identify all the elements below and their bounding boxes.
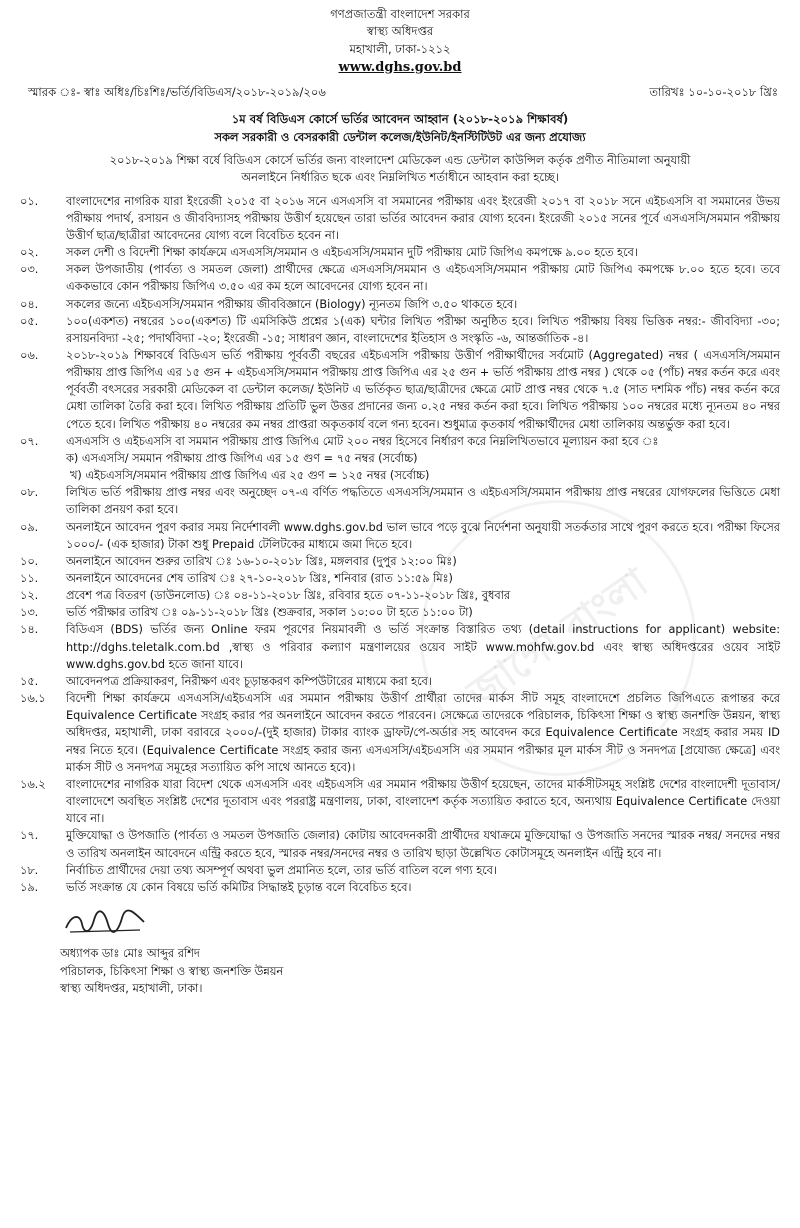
condition-item [20,193,780,244]
notice-subtitle: সকল সরকারী ও বেসরকারী ডেন্টাল কলেজ/ইউনিট/ইনস্টিটিউট এর জন্য প্রযোজ্য [214,129,586,144]
notice-intro [20,152,780,187]
condition-item [20,862,780,879]
condition-item [20,433,780,450]
condition-item [20,244,780,261]
header-government: গণপ্রজাতন্ত্রী বাংলাদেশ সরকার [330,7,470,21]
signatory-designation: পরিচালক, চিকিৎসা শিক্ষা ও স্বাস্থ্য জনশক্তি উন্নয়ন [60,964,284,978]
condition-text: অনলাইনে আবেদনের শেষ তারিখ ঃ ২৭-১০-২০১৮ খ্রিঃ, শনিবার (রাত ১১:৫৯ মিঃ) [66,572,453,585]
condition-text: ২০১৮-২০১৯ শিক্ষাবর্ষে বিডিএস ভর্তি পরীক্ষায় পূর্ববর্তী বছরের এইচএসসি পরীক্ষায় উত্তীর্ণ পরীক্ষার্থীদের সর্বমোট (Aggregated) নম্বর ( এসএসসি/সমমান পরীক্ষায় প্রাপ্ত জিপিএ এর ১৫ গুন + এইচএসসি/সমমান পরীক্ষায় প্রাপ্ত জিপিএ এর ২৫ গুন + ভর্তি পরীক্ষায় প্রাপ্ত নম্বর ) থেকে ০৫ (পাঁচ) নম্বর কর্তন করে এবং পূর্ববর্তী বৎসরের সরকারী মেডিকেল বা ডেন্টাল কলেজ/ ইউনিট এ ভর্তিকৃত ছাত্র/ছাত্রীদের ক্ষেত্রে মোট প্রাপ্ত নম্বর থেকে ৭.৫ (সাত দশমিক পাঁচ) নম্বর কর্তন করে মেধা তালিকা তৈরি করা হবে। লিখিত পরীক্ষায় প্রতিটি ভুল উত্তর প্রদানের জন্য ০.২৫ নম্বর কর্তন করা হবে। লিখিত পরীক্ষায় ১০০ নম্বরের মধ্যে ন্যূনতম ৪০ নম্বর পেতে হবে। লিখিত পরীক্ষায় ৪০ নম্বরের কম নম্বর প্রাপ্তরা অকৃতকার্য বলে গন্য হবেন। শুধুমাত্র কৃতকার্য পরীক্ষার্থীদের মেধা তালিকায় অন্তর্ভুক্ত করা হবে। [66,348,780,431]
memo-number: স্মারক ঃ- স্বাঃ অধিঃ/চিঃশিঃ/ভর্তি/বিডিএস/২০১৮-২০১৯/২০৬ [28,84,326,99]
condition-text: প্রবেশ পত্র বিতরণ (ডাউনলোড) ঃ ০৪-১১-২০১৮ খ্রিঃ, রবিবার হতে ০৭-১১-২০১৮ খ্রিঃ, বুধবার [66,589,511,603]
condition-text: বাংলাদেশের নাগরিক যারা ইংরেজী ২০১৫ বা ২০১৬ সনে এসএসসি বা সমমানের পরীক্ষায় এবং ইংরেজী ২০১৭ বা ২০১৮ সনে এইচএসসি বা সমমানের উভয় পরীক্ষায় পদার্থ, রসায়ন ও জীববিদ্যাসহ পরীক্ষায় উত্তীর্ণ হয়েছেন তারা ভর্তির আবেদন করার যোগ্য হবেন। ইংরেজী ২০১৫ সনের পূর্বে এসএসসি/সমমান পরীক্ষায় উত্তীর্ণ ছাত্র/ছাত্রীরা আবেদনের যোগ্য বলে বিবেচিত হবেন না। [66,194,780,242]
condition-text: আবেদনপত্র প্রক্রিয়াকরণ, নিরীক্ষণ এবং চূড়ান্তকরণ কম্পিউটারের মাধ্যমে করা হবে। [66,674,432,688]
condition-number: ১২. [20,589,39,603]
condition-item [20,519,780,553]
condition-text: অনলাইনে আবেদন পুরণ করার সময় নির্দেশাবলী www.dghs.gov.bd ভাল ভাবে পড়ে বুঝে নির্দেশনা অনুযায়ী সতর্কতার সাথে পুরণ করতে হবে। পরীক্ষা ফিসের ১০০০/- (এক হাজার) টাকা শুধু Prepaid টেলিটকের মাধ্যমে জমা দিতে হবে। [66,520,780,551]
condition-number: ০৭. [20,434,39,448]
condition-number: ১১. [20,572,39,585]
condition-number: ১৩. [20,606,39,620]
intro-line-2: অনলাইনে নির্ধারিত ছকে এবং নিম্নলিখিত শর্তাধীনে আহবান করা হচ্ছে। [241,170,559,185]
condition-number: ১৬.২ [20,777,46,791]
condition-number: ০৪. [20,297,39,311]
condition-number: ০৯. [20,520,39,534]
condition-item [20,879,780,896]
reference-row [20,84,780,101]
condition-number: ১৫. [20,674,39,688]
condition-text: লিখিত ভর্তি পরীক্ষায় প্রাপ্ত নম্বর এবং অনুচ্ছেদ ০৭-এ বর্ণিত পদ্ধতিতে এসএসসি/সমমান ও এইচএসসি/সমমান পরীক্ষায় প্রাপ্ত নম্বরের যোগফলের ভিত্তিতে মেধা তালিকা প্রনয়ণ করা হবে। [66,486,780,517]
condition-number: ১৯. [20,880,39,894]
condition-subitem [20,450,780,467]
condition-number: ১০. [20,554,39,568]
condition-item [20,776,780,827]
condition-item [20,313,780,347]
notice-title: ১ম বর্ষ বিডিএস কোর্সে ভর্তির আবেদন আহ্বান (২০১৮-২০১৯ শিক্ষাবর্ষ) [231,111,569,126]
condition-text: সকল দেশী ও বিদেশী শিক্ষা কার্যক্রমে এসএসসি/সমমান ও এইচএসসি/সমমান দুটি পরীক্ষায় মোট জিপিএ কমপক্ষে ৯.০০ হতে হবে। [66,246,638,260]
condition-text: সকলের জন্যে এইচএসসি/সমমান পরীক্ষায় জীববিজ্ঞানে (Biology) ন্যূনতম জিপি ৩.৫০ থাকতে হবে। [66,297,518,311]
condition-number: ০৩. [20,263,39,277]
condition-subitem [20,467,780,484]
condition-text: বাংলাদেশের নাগরিক যারা বিদেশ থেকে এসএসসি এবং এইচএসসি এর সমমান পরীক্ষায় উত্তীর্ণ হয়েছেন, তাদের মার্কসীটসমূহ সংশ্লিষ্ট দেশের বাংলাদেশী দূতাবাস/ বাংলাদেশে অবস্থিত সংশ্লিষ্ট দেশের দূতাবাস এবং পররাষ্ট্র মন্ত্রণালয়, ঢাকা, বাংলাদেশ কর্তৃক সত্যায়িত করাতে হবে, অন্যথায় Equivalence Certificate দেওয়া যাবে না। [66,777,780,826]
condition-text: নির্বাচিত প্রার্থীদের দেয়া তথ্য অসম্পূর্ণ অথবা ভুল প্রমানিত হলে, তার ভর্তি বাতিল বলে গণ্য হবে। [66,863,497,877]
conditions-list [20,193,780,896]
condition-item [20,827,780,861]
condition-item [20,347,780,433]
condition-number: ১৪. [20,623,39,637]
condition-item [20,261,780,295]
condition-text: মুক্তিযোদ্ধা ও উপজাতি (পার্বত্য ও সমতল উপজাতি জেলার) কোটায় আবেদনকারী প্রার্থীদের যথাক্রমে মুক্তিযোদ্ধা ও উপজাতি সনদের স্মারক নম্বর/ সনদের নম্বর ও তারিখ অনলাইন আবেদনে এন্ট্রি করতে হবে, স্মারক নম্বর/সনদের নম্বর ও তারিখ ছাড়া উল্লেখিত কোটাসমূহে অনলাইন এন্ট্রি হবে না। [66,829,780,860]
condition-number: ০৬. [20,348,39,362]
memo-date: তারিখঃ ১০-১০-২০১৮ খ্রিঃ [649,84,778,99]
condition-text: বিদেশী শিক্ষা কার্যক্রমে এসএসসি/এইচএসসি এর সমমান পরীক্ষায় উত্তীর্ণ প্রার্থীরা তাদের মার্কস সীট সমূহ বাংলাদেশে প্রচলিত জিপিএতে রূপান্তর করে Equivalence Certificate সংগ্রহ করার পর অনলাইনে আবেদন করতে পারবেন। সেক্ষেত্রে তাদেরকে পরিচালক, চিকিৎসা শিক্ষা ও স্বাস্থ্য জনশক্তি উন্নয়ন, স্বাস্থ্য অধিদপ্তর, মহাখালী, ঢাকা বরাবরে ২০০০/-(দুই হাজার) টাকার ব্যাংক ড্রাফট/পে-অর্ডার সহ আবেদন করে Equivalence Certificate সংগ্রহ করার সময় ID নম্বর নিতে হবে। (Equivalence Certificate সংগ্রহ করার জন্য এসএসসি/এইচএসসি এর সমমান পরীক্ষার মূল মার্কস সীট ও সনদপত্র [প্রযোজ্য ক্ষেত্রে] এবং মার্কস সীট ও সনদপত্র সমূহের সত্যায়িত কপি সাথে আনতে হবে)। [66,692,780,774]
condition-text: খ) এইচএসসি/সমমান পরীক্ষায় প্রাপ্ত জিপিএ এর ২৫ গুণ = ১২৫ নম্বর (সর্বোচ্চ) [70,469,430,483]
condition-number: ০৫. [20,314,39,328]
condition-text: ভর্তি পরীক্ষার তারিখ ঃ ০৯-১১-২০১৮ খ্রিঃ (শুক্রবার, সকাল ১০:০০ টা হতে ১১:০০ টা) [66,606,473,620]
condition-item [20,484,780,518]
condition-number: ০১. [20,194,39,208]
header-address: মহাখালী, ঢাকা-১২১২ [349,41,451,56]
watermark-text: জাগো বাংলা [459,559,657,717]
intro-line-1: ২০১৮-২০১৯ শিক্ষা বর্ষে বিডিএস কোর্সে ভর্তির জন্য বাংলাদেশ মেডিকেল এন্ড ডেন্টাল কাউন্সিল কর্তৃক প্রণীত নীতিমালা অনুযায়ী [109,152,691,167]
condition-number: ১৭. [20,829,39,843]
condition-text: ক) এসএসসি/ সমমান পরীক্ষায় প্রাপ্ত জিপিএ এর ১৫ গুণ = ৭৫ নম্বর (সর্বোচ্চ) [66,451,418,465]
condition-text: অনলাইনে আবেদন শুরুর তারিখ ঃ ১৬-১০-২০১৮ খ্রিঃ, মঙ্গলবার (দুপুর ১২:০০ মিঃ) [66,554,457,568]
signature-block [20,906,780,998]
condition-text: সকল উপজাতীয় (পার্বত্য ও সমতল জেলা) প্রার্থীদের ক্ষেত্রে এসএসসি/সমমান ও এইচএসসি/সমমান পরীক্ষায় মোট জিপিএ কমপক্ষে ৮.০০ হতে হবে। তবে এককভাবে কোন পরীক্ষায় জিপিএ ৩.৫০ এর কম হলে আবেদনের যোগ্য হবেন না। [66,263,780,294]
header-website-link[interactable]: www.dghs.gov.bd [338,59,462,75]
condition-text: বিডিএস (BDS) ভর্তির জন্য Online ফরম পূরণের নিয়মাবলী ও ভর্তি সংক্রান্ত বিস্তারিত তথ্য (detail instructions for applicant) website: http://dghs.teletalk.com.bd ,স্বাস্থ্য ও পরিবার কল্যাণ মন্ত্রণালয়ের ওয়েব সাইট www.mohfw.gov.bd এবং স্বাস্থ্য অধিদপ্তরের ওয়েব সাইট www.dghs.gov.bd হতে জানা যাবে। [66,623,780,671]
header-directorate: স্বাস্থ্য অধিদপ্তর [366,24,434,39]
condition-number: ০২. [20,246,39,260]
signatory-office: স্বাস্থ্য অধিদপ্তর, মহাখালী, ঢাকা। [60,982,203,996]
condition-text: এসএসসি ও এইচএসসি বা সমমান পরীক্ষায় প্রাপ্ত জিপিএ মোট ২০০ নম্বর হিসেবে নির্ধারণ করে নিম্নলিখিতভাবে মূল্যায়ন করা হবে ঃ [66,434,659,448]
condition-text: ১০০(একশত) নম্বরের ১০০(একশত) টি এমসিকিউ প্রশ্নের ১(এক) ঘন্টার লিখিত পরীক্ষা অনুষ্ঠিত হবে। লিখিত পরীক্ষায় বিষয় ভিত্তিক নম্বর:- জীববিদ্যা -৩০; রসায়নবিদ্যা -২৫; পদার্থবিদ্যা -২০; ইংরেজী -১৫; সাধারণ জ্ঞান, বাংলাদেশের ইতিহাস ও সংস্কৃতি -৬, আন্তর্জাতিক -৪। [66,314,780,345]
condition-number: ১৬.১ [20,692,46,706]
condition-number: ১৮. [20,863,39,877]
letterhead [20,6,780,78]
condition-text: ভর্তি সংক্রান্ত যে কোন বিষয়ে ভর্তি কমিটির সিদ্ধান্তই চূড়ান্ত বলে বিবেচিত হবে। [66,880,412,894]
signature-scribble [60,906,150,938]
signatory-name: অধ্যাপক ডাঃ মোঃ আব্দুর রশিদ [60,947,200,961]
condition-number: ০৮. [20,486,39,500]
condition-item [20,296,780,313]
